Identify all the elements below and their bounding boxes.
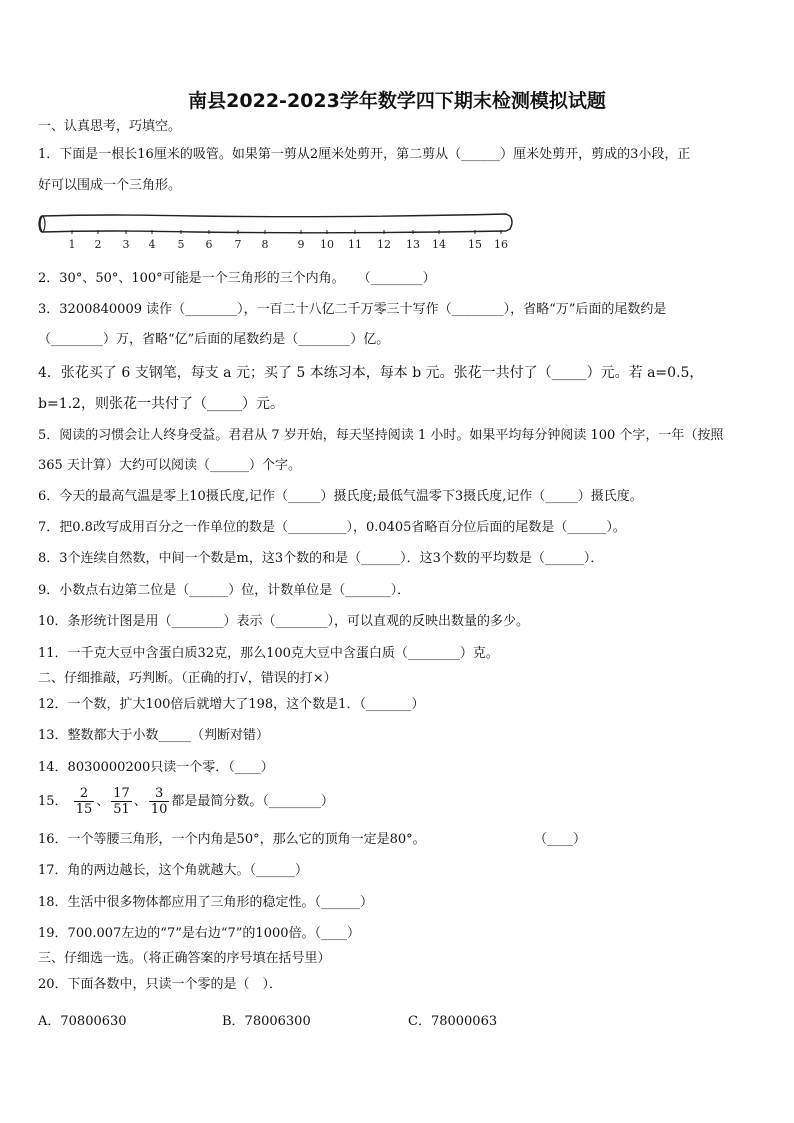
question-17: 17．角的两边越长，这个角就越大。（______） xyxy=(38,863,309,878)
straw-ruler-illustration xyxy=(36,210,516,254)
fraction-2-numerator: 17 xyxy=(113,786,130,801)
question-20: 20．下面各数中，只读一个零的是（ ）． xyxy=(38,977,283,992)
question-15-rest: 都是最简分数。（________） xyxy=(171,794,334,809)
question-5-line-1: 5．阅读的习惯会让人终身受益。君君从 7 岁开始，每天坚持阅读 1 小时。如果平均每分钟阅读 100 个字，一年（按照 xyxy=(38,428,724,443)
question-13: 13．整数都大于小数_____（判断对错） xyxy=(38,728,270,743)
question-2: 2．30°、50°、100°可能是一个三角形的三个内角。 （________） xyxy=(38,271,436,286)
question-3-line-1: 3．3200840009 读作（________），一百二十八亿二千万零三十写作（________），省略“万”后面的尾数约是 xyxy=(38,302,667,317)
option-b: B．78006300 xyxy=(222,1014,311,1029)
question-10: 10．条形统计图是用（________）表示（________），可以直观的反映出数量的多少。 xyxy=(38,614,530,629)
ruler-tick-label: 1 xyxy=(68,238,76,251)
ruler-tick-label: 16 xyxy=(494,238,508,251)
option-c: C．78000063 xyxy=(408,1014,498,1029)
question-9: 9．小数点右边第二位是（______）位，计数单位是（_______）． xyxy=(38,583,411,598)
ruler-tick-label: 11 xyxy=(348,238,362,251)
question-16-answer-blank: （____） xyxy=(534,832,587,847)
ruler-tick-label: 9 xyxy=(297,238,305,251)
ruler-tick-label: 14 xyxy=(432,238,446,251)
question-1-line-1: 1．下面是一根长16厘米的吸管。如果第一剪从2厘米处剪开，第二剪从（______）厘米处剪开，剪成的3小段，正 xyxy=(38,147,691,162)
ruler-tick-label: 13 xyxy=(406,238,420,251)
section-heading-judge: 二、仔细推敲，巧判断。（正确的打√，错误的打×） xyxy=(38,671,337,686)
ruler-tick-label: 3 xyxy=(122,238,130,251)
question-6: 6．今天的最高气温是零上10摄氏度,记作（_____）摄氏度;最低气温零下3摄氏度,记作（_____）摄氏度。 xyxy=(38,489,643,504)
section-heading-choose: 三、仔细选一选。（将正确答案的序号填在括号里） xyxy=(38,951,331,966)
ruler-tick-label: 6 xyxy=(205,238,213,251)
fraction-1 xyxy=(74,786,95,817)
fraction-3 xyxy=(149,786,170,817)
fraction-3-numerator: 3 xyxy=(149,786,170,802)
ruler-tick-label: 12 xyxy=(377,238,391,251)
section-heading-fill-in: 一、认真思考，巧填空。 xyxy=(38,119,182,134)
question-5-line-2: 365 天计算）大约可以阅读（______）个字。 xyxy=(38,458,301,473)
question-15-number: 15． xyxy=(38,794,68,809)
question-19: 19．700.007左边的“7”是右边“7”的1000倍。（____） xyxy=(38,926,361,941)
question-1-line-2: 好可以围成一个三角形。 xyxy=(38,178,182,193)
question-3-line-2: （________）万，省略“亿”后面的尾数约是（________）亿。 xyxy=(38,332,390,347)
question-12: 12．一个数，扩大100倍后就增大了198，这个数是1．（_______） xyxy=(38,697,425,712)
ruler-tick-label: 15 xyxy=(468,238,482,251)
question-15 xyxy=(38,784,334,820)
fraction-3-denominator: 10 xyxy=(150,802,168,817)
question-4-line-2: b=1.2，则张花一共付了（_____）元。 xyxy=(38,396,284,412)
question-4-line-1: 4．张花买了 6 支钢笔，每支 a 元；买了 5 本练习本，每本 b 元。张花一共付了（_____）元。若 a=0.5， xyxy=(38,365,704,381)
straw-outline xyxy=(40,214,512,233)
question-18: 18．生活中很多物体都应用了三角形的稳定性。（______） xyxy=(38,895,374,910)
fraction-2-denominator: 51 xyxy=(113,802,130,817)
question-7: 7．把0.8改写成用百分之一作单位的数是（_________），0.0405省略百分位后面的尾数是（______）。 xyxy=(38,520,626,535)
ruler-tick-label: 8 xyxy=(261,238,269,251)
ruler-tick-label: 7 xyxy=(234,238,242,251)
page-title: 南县2022-2023学年数学四下期末检测模拟试题 xyxy=(188,90,606,112)
fraction-1-denominator: 15 xyxy=(75,802,93,817)
question-11: 11．一千克大豆中含蛋白质32克，那么100克大豆中含蛋白质（________）克。 xyxy=(38,646,499,661)
ruler-tick-label: 10 xyxy=(320,238,334,251)
question-8: 8．3个连续自然数，中间一个数是m，这3个数的和是（______）．这3个数的平均数是（______）． xyxy=(38,551,604,566)
question-14: 14．8030000200只读一个零．（____） xyxy=(38,760,274,775)
fraction-2 xyxy=(111,786,132,817)
ruler-tick-label: 2 xyxy=(94,238,102,251)
ruler-tick-label: 5 xyxy=(177,238,185,251)
question-16: 16．一个等腰三角形，一个内角是50°，那么它的顶角一定是80°。 xyxy=(38,832,426,847)
fraction-separator: 、 xyxy=(96,794,110,809)
fraction-1-numerator: 2 xyxy=(74,786,95,802)
option-a: A．70800630 xyxy=(38,1014,127,1029)
ruler-tick-label: 4 xyxy=(148,238,156,251)
fraction-separator: 、 xyxy=(133,794,147,809)
